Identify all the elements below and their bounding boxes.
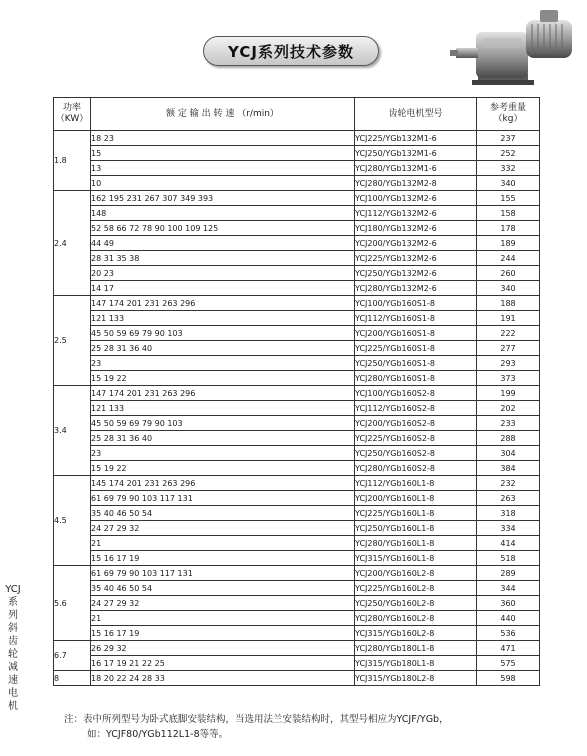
weight-cell: 244: [477, 251, 540, 266]
model-cell: YCJ315/YGb180L1-8: [355, 656, 477, 671]
footnote-line-2: 如：YCJF80/YGb112L1-8等等。: [87, 729, 229, 740]
table-row: [54, 581, 540, 596]
speed-cell: 121 133: [91, 401, 355, 416]
weight-cell: 293: [477, 356, 540, 371]
table-row: [54, 356, 540, 371]
table-row: [54, 326, 540, 341]
model-cell: YCJ200/YGb160S1-8: [355, 326, 477, 341]
table-row: [54, 311, 540, 326]
table-row: [54, 641, 540, 656]
model-cell: YCJ280/YGb132M2-8: [355, 176, 477, 191]
model-cell: YCJ100/YGb132M2-6: [355, 191, 477, 206]
model-cell: YCJ200/YGb132M2-6: [355, 236, 477, 251]
header-speed: 额 定 输 出 转 速 （r/min）: [91, 98, 355, 131]
model-cell: YCJ112/YGb160L1-8: [355, 476, 477, 491]
power-cell: 3.4: [54, 386, 91, 476]
model-cell: YCJ200/YGb160L1-8: [355, 491, 477, 506]
weight-cell: 189: [477, 236, 540, 251]
weight-cell: 384: [477, 461, 540, 476]
speed-cell: 15 19 22: [91, 461, 355, 476]
table-row: [54, 521, 540, 536]
header-weight: 参考重量 （kg）: [477, 98, 540, 131]
weight-cell: 199: [477, 386, 540, 401]
speed-cell: 16 17 19 21 22 25: [91, 656, 355, 671]
weight-cell: 232: [477, 476, 540, 491]
speed-cell: 14 17: [91, 281, 355, 296]
model-cell: YCJ100/YGb160S1-8: [355, 296, 477, 311]
model-cell: YCJ225/YGb160L1-8: [355, 506, 477, 521]
weight-cell: 340: [477, 281, 540, 296]
speed-cell: 23: [91, 446, 355, 461]
speed-cell: 148: [91, 206, 355, 221]
model-cell: YCJ250/YGb160L1-8: [355, 521, 477, 536]
weight-cell: 188: [477, 296, 540, 311]
table-row: [54, 626, 540, 641]
speed-cell: 10: [91, 176, 355, 191]
weight-cell: 575: [477, 656, 540, 671]
weight-cell: 155: [477, 191, 540, 206]
side-label-char: 电: [8, 688, 18, 699]
power-cell: 2.5: [54, 296, 91, 386]
model-cell: YCJ250/YGb132M2-6: [355, 266, 477, 281]
model-cell: YCJ225/YGb160S1-8: [355, 341, 477, 356]
speed-cell: 24 27 29 32: [91, 596, 355, 611]
side-label-char: 系: [8, 597, 18, 608]
speed-cell: 28 31 35 38: [91, 251, 355, 266]
model-cell: YCJ280/YGb132M1-6: [355, 161, 477, 176]
model-cell: YCJ250/YGb160L2-8: [355, 596, 477, 611]
side-label-char: 齿: [8, 636, 18, 647]
table-row: [54, 266, 540, 281]
weight-cell: 334: [477, 521, 540, 536]
table-row: [54, 206, 540, 221]
weight-cell: 202: [477, 401, 540, 416]
speed-cell: 52 58 66 72 78 90 100 109 125: [91, 221, 355, 236]
weight-cell: 471: [477, 641, 540, 656]
table-row: [54, 281, 540, 296]
weight-cell: 289: [477, 566, 540, 581]
speed-cell: 15 16 17 19: [91, 626, 355, 641]
speed-cell: 15: [91, 146, 355, 161]
weight-cell: 536: [477, 626, 540, 641]
side-label-char: 列: [8, 610, 18, 621]
table-row: [54, 176, 540, 191]
speed-cell: 35 40 46 50 54: [91, 581, 355, 596]
model-cell: YCJ315/YGb160L1-8: [355, 551, 477, 566]
side-label-char: 斜: [8, 623, 18, 634]
model-cell: YCJ250/YGb160S1-8: [355, 356, 477, 371]
weight-cell: 304: [477, 446, 540, 461]
weight-cell: 158: [477, 206, 540, 221]
side-label-char: 减: [8, 662, 18, 673]
table-row: [54, 491, 540, 506]
model-cell: YCJ280/YGb160L1-8: [355, 536, 477, 551]
table-row: [54, 476, 540, 491]
weight-cell: 260: [477, 266, 540, 281]
weight-cell: 440: [477, 611, 540, 626]
speed-cell: 20 23: [91, 266, 355, 281]
power-cell: 8: [54, 671, 91, 686]
footnote-line-1: 注：表中所列型号为卧式底脚安装结构，当选用法兰安装结构时，其型号相应为YCJF/YGb，: [64, 714, 449, 725]
table-row: [54, 296, 540, 311]
weight-cell: 414: [477, 536, 540, 551]
table-row: [54, 341, 540, 356]
table-row: [54, 431, 540, 446]
speed-cell: 61 69 79 90 103 117 131: [91, 566, 355, 581]
speed-cell: 13: [91, 161, 355, 176]
table-row: [54, 401, 540, 416]
speed-cell: 26 29 32: [91, 641, 355, 656]
header-power: 功率 （KW）: [54, 98, 91, 131]
weight-cell: 332: [477, 161, 540, 176]
speed-cell: 15 19 22: [91, 371, 355, 386]
power-cell: 6.7: [54, 641, 91, 671]
weight-cell: 263: [477, 491, 540, 506]
speed-cell: 24 27 29 32: [91, 521, 355, 536]
table-row: [54, 596, 540, 611]
model-cell: YCJ200/YGb160S2-8: [355, 416, 477, 431]
weight-cell: 252: [477, 146, 540, 161]
table-row: [54, 461, 540, 476]
speed-cell: 45 50 59 69 79 90 103: [91, 326, 355, 341]
model-cell: YCJ225/YGb132M1-6: [355, 131, 477, 146]
weight-cell: 318: [477, 506, 540, 521]
model-cell: YCJ280/YGb180L1-8: [355, 641, 477, 656]
model-cell: YCJ225/YGb160L2-8: [355, 581, 477, 596]
model-cell: YCJ280/YGb132M2-6: [355, 281, 477, 296]
speed-cell: 147 174 201 231 263 296: [91, 296, 355, 311]
speed-cell: 44 49: [91, 236, 355, 251]
model-cell: YCJ280/YGb160S1-8: [355, 371, 477, 386]
model-cell: YCJ112/YGb160S2-8: [355, 401, 477, 416]
weight-cell: 344: [477, 581, 540, 596]
speed-cell: 147 174 201 231 263 296: [91, 386, 355, 401]
side-label-char: 机: [8, 701, 18, 712]
speed-cell: 21: [91, 536, 355, 551]
weight-cell: 598: [477, 671, 540, 686]
weight-cell: 277: [477, 341, 540, 356]
side-label-char: 速: [8, 675, 18, 686]
speed-cell: 21: [91, 611, 355, 626]
speed-cell: 18 23: [91, 131, 355, 146]
page-title: YCJ系列技术参数: [203, 36, 379, 66]
table-body: [54, 131, 540, 686]
gear-motor-image: [448, 2, 576, 94]
weight-cell: 237: [477, 131, 540, 146]
side-label-char: 轮: [8, 649, 18, 660]
model-cell: YCJ250/YGb132M1-6: [355, 146, 477, 161]
table-row: [54, 611, 540, 626]
speed-cell: 25 28 31 36 40: [91, 341, 355, 356]
weight-cell: 373: [477, 371, 540, 386]
footnote: [64, 712, 584, 742]
technical-parameter-table: [53, 97, 540, 686]
model-cell: YCJ225/YGb160S2-8: [355, 431, 477, 446]
table-row: [54, 671, 540, 686]
power-cell: 2.4: [54, 191, 91, 296]
model-cell: YCJ315/YGb160L2-8: [355, 626, 477, 641]
weight-cell: 288: [477, 431, 540, 446]
model-cell: YCJ180/YGb132M2-6: [355, 221, 477, 236]
table-row: [54, 386, 540, 401]
model-cell: YCJ225/YGb132M2-6: [355, 251, 477, 266]
table-row: [54, 566, 540, 581]
model-cell: YCJ280/YGb160S2-8: [355, 461, 477, 476]
header-model: 齿轮电机型号: [355, 98, 477, 131]
table-row: [54, 251, 540, 266]
power-cell: 1.8: [54, 131, 91, 191]
weight-cell: 191: [477, 311, 540, 326]
table-row: [54, 506, 540, 521]
weight-cell: 222: [477, 326, 540, 341]
model-cell: YCJ100/YGb160S2-8: [355, 386, 477, 401]
table-row: [54, 161, 540, 176]
speed-cell: 45 50 59 69 79 90 103: [91, 416, 355, 431]
weight-cell: 340: [477, 176, 540, 191]
table-row: [54, 146, 540, 161]
table-row: [54, 131, 540, 146]
speed-cell: 15 16 17 19: [91, 551, 355, 566]
speed-cell: 25 28 31 36 40: [91, 431, 355, 446]
weight-cell: 518: [477, 551, 540, 566]
speed-cell: 61 69 79 90 103 117 131: [91, 491, 355, 506]
speed-cell: 18 20 22 24 28 33: [91, 671, 355, 686]
speed-cell: 23: [91, 356, 355, 371]
table-row: [54, 656, 540, 671]
table-row: [54, 191, 540, 206]
side-label-char: YCJ: [5, 584, 21, 595]
model-cell: YCJ112/YGb132M2-6: [355, 206, 477, 221]
model-cell: YCJ250/YGb160S2-8: [355, 446, 477, 461]
model-cell: YCJ280/YGb160L2-8: [355, 611, 477, 626]
power-cell: 4.5: [54, 476, 91, 566]
speed-cell: 121 133: [91, 311, 355, 326]
table-row: [54, 536, 540, 551]
table-row: [54, 221, 540, 236]
weight-cell: 233: [477, 416, 540, 431]
speed-cell: 162 195 231 267 307 349 393: [91, 191, 355, 206]
table-row: [54, 446, 540, 461]
table-row: [54, 416, 540, 431]
model-cell: YCJ112/YGb160S1-8: [355, 311, 477, 326]
model-cell: YCJ315/YGb180L2-8: [355, 671, 477, 686]
weight-cell: 178: [477, 221, 540, 236]
table-row: [54, 236, 540, 251]
side-series-label: [3, 583, 23, 713]
table-row: [54, 551, 540, 566]
speed-cell: 35 40 46 50 54: [91, 506, 355, 521]
power-cell: 5.6: [54, 566, 91, 641]
speed-cell: 145 174 201 231 263 296: [91, 476, 355, 491]
weight-cell: 360: [477, 596, 540, 611]
table-row: [54, 371, 540, 386]
model-cell: YCJ200/YGb160L2-8: [355, 566, 477, 581]
